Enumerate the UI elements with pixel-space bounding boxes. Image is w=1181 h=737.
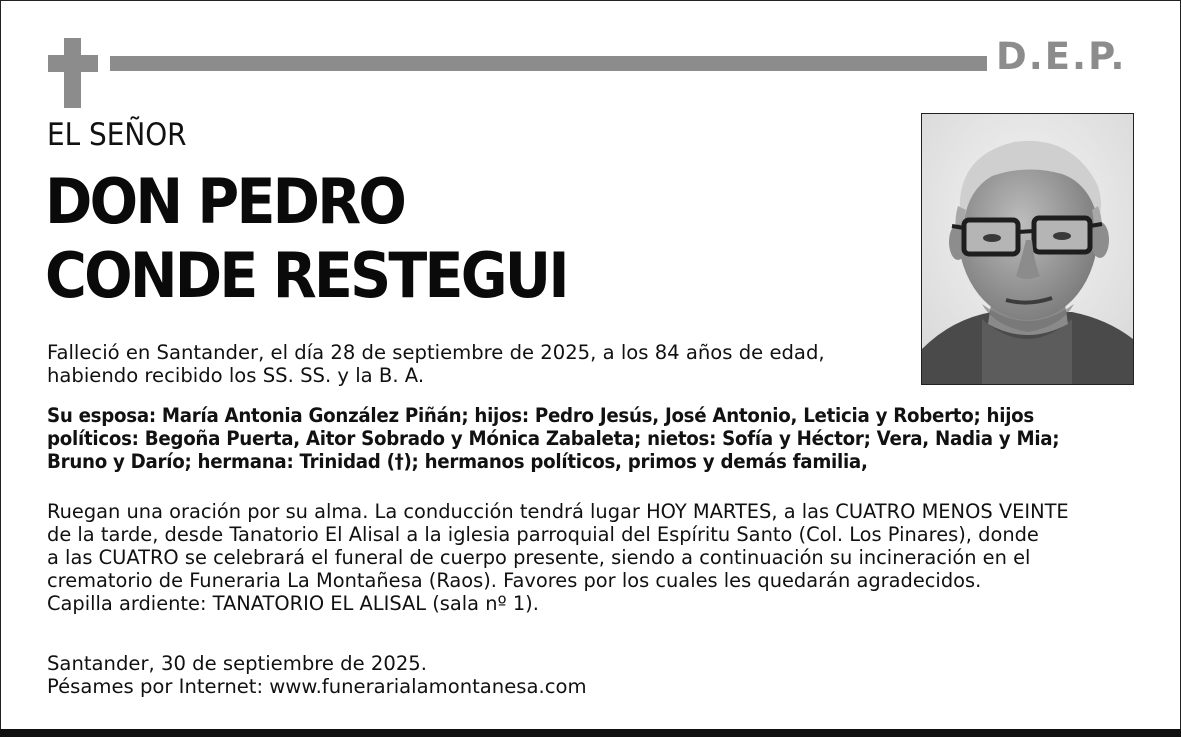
death-notice-line: habiendo recibido los SS. SS. y la B. A.	[47, 364, 425, 387]
family-line: Su esposa: María Antonia González Piñán; hijos: Pedro Jesús, José Antonio, Leticia y Roberto; hijos	[47, 404, 1034, 427]
family-line: políticos: Begoña Puerta, Aitor Sobrado y Mónica Zabaleta; nietos: Sofía y Héctor; Vera, Nadia y Mia;	[47, 427, 1060, 450]
ceremony-details	[47, 500, 1069, 615]
dep-label: D.E.P.	[996, 35, 1127, 78]
header-rule	[110, 56, 987, 71]
ceremony-line: de la tarde, desde Tanatorio El Alisal a la iglesia parroquial del Espíritu Santo (Col. Los Pinares), donde	[47, 523, 1039, 546]
death-notice	[47, 341, 825, 387]
death-notice-line: Falleció en Santander, el día 28 de septiembre de 2025, a los 84 años de edad,	[47, 341, 825, 364]
ceremony-line: crematorio de Funeraria La Montañesa (Raos). Favores por los cuales les quedarán agradecidos.	[47, 569, 982, 592]
internet-condolences: Pésames por Internet: www.funerarialamontanesa.com	[47, 675, 587, 698]
portrait-photo	[921, 113, 1134, 385]
footer	[47, 652, 587, 698]
place-date: Santander, 30 de septiembre de 2025.	[47, 652, 427, 675]
ceremony-line: Capilla ardiente: TANATORIO EL ALISAL (sala nº 1).	[47, 592, 539, 615]
cross-icon	[48, 38, 98, 108]
family-list	[47, 404, 1059, 473]
deceased-name	[45, 165, 567, 313]
ceremony-line: Ruegan una oración por su alma. La conducción tendrá lugar HOY MARTES, a las CUATRO MENOS VEINTE	[47, 500, 1069, 523]
name-line-2: CONDE RESTEGUI	[45, 239, 567, 312]
honorific: EL SEÑOR	[47, 117, 187, 153]
name-line-1: DON PEDRO	[45, 165, 405, 238]
ceremony-line: a las CUATRO se celebrará el funeral de cuerpo presente, siendo a continuación su incineración en el	[47, 546, 1031, 569]
bottom-rule	[0, 729, 1181, 737]
family-line: Bruno y Darío; hermana: Trinidad (†); hermanos políticos, primos y demás familia,	[47, 450, 868, 473]
